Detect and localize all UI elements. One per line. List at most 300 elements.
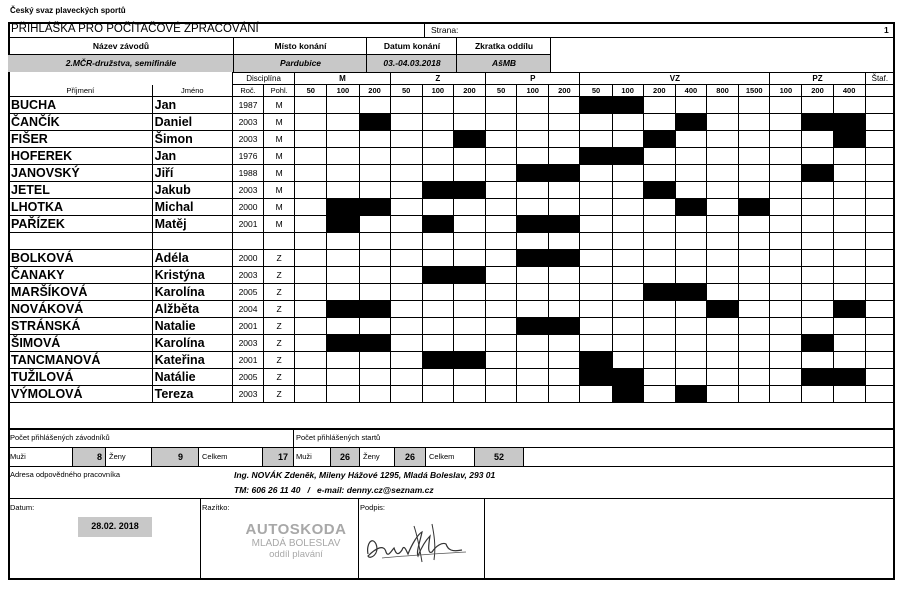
event-cell <box>327 199 359 216</box>
swimmer-sex: M <box>264 97 295 114</box>
event-cell <box>739 301 770 318</box>
swimmer-name: Daniel <box>152 114 232 131</box>
event-cell <box>580 267 612 284</box>
relay-cell <box>865 216 894 233</box>
relay-cell <box>865 284 894 301</box>
event-cell <box>770 335 802 352</box>
swimmer-surname: FIŠER <box>9 131 153 148</box>
swimmer-name: Karolína <box>152 335 232 352</box>
swimmer-name <box>152 233 232 250</box>
event-cell <box>422 301 453 318</box>
event-cell <box>453 97 485 114</box>
event-cell <box>833 284 865 301</box>
event-cell <box>422 148 453 165</box>
event-cell <box>327 318 359 335</box>
swimmer-name: Šimon <box>152 131 232 148</box>
relay-cell <box>865 335 894 352</box>
distance-header: 100 <box>327 85 359 97</box>
event-cell <box>770 114 802 131</box>
event-cell <box>675 318 706 335</box>
event-cell <box>327 182 359 199</box>
event-cell <box>706 267 738 284</box>
event-cell <box>327 284 359 301</box>
club-value: AšMB <box>491 58 517 68</box>
event-cell <box>359 301 390 318</box>
distance-header: 100 <box>770 85 802 97</box>
distance-header: 200 <box>549 85 580 97</box>
swimmers-women-label: Ženy <box>109 452 126 461</box>
event-cell <box>422 335 453 352</box>
event-cell <box>706 182 738 199</box>
event-cell <box>295 131 327 148</box>
event-cell <box>675 165 706 182</box>
swimmer-surname: TANCMANOVÁ <box>9 352 153 369</box>
event-cell <box>486 233 517 250</box>
event-cell <box>770 233 802 250</box>
event-cell <box>422 216 453 233</box>
header-row-groups <box>9 73 895 85</box>
event-cell <box>295 335 327 352</box>
swimmer-row <box>9 318 895 335</box>
event-cell <box>675 386 706 403</box>
event-cell <box>295 114 327 131</box>
event-cell <box>359 335 390 352</box>
event-cell <box>422 199 453 216</box>
event-cell <box>295 250 327 267</box>
event-cell <box>486 216 517 233</box>
event-cell <box>739 284 770 301</box>
event-cell <box>612 97 643 114</box>
event-cell <box>327 250 359 267</box>
event-cell <box>833 131 865 148</box>
event-cell <box>549 267 580 284</box>
event-cell <box>739 267 770 284</box>
event-cell <box>359 386 390 403</box>
event-cell <box>453 386 485 403</box>
event-cell <box>770 250 802 267</box>
event-cell <box>390 386 422 403</box>
event-cell <box>390 369 422 386</box>
address-label: Adresa odpovědného pracovníka <box>10 470 121 479</box>
event-cell <box>802 199 833 216</box>
event-cell <box>453 199 485 216</box>
swimmer-row <box>9 284 895 301</box>
event-info <box>8 38 551 72</box>
event-cell <box>549 182 580 199</box>
event-cell <box>549 301 580 318</box>
starts-total-label: Celkem <box>429 452 455 461</box>
event-cell <box>517 250 549 267</box>
event-cell <box>770 386 802 403</box>
discipline-group-header: VZ <box>580 73 770 85</box>
event-cell <box>295 182 327 199</box>
event-cell <box>739 335 770 352</box>
event-cell <box>517 114 549 131</box>
event-cell <box>390 267 422 284</box>
swimmer-name: Karolína <box>152 284 232 301</box>
distance-header: 50 <box>580 85 612 97</box>
event-cell <box>486 335 517 352</box>
name-header: Jméno <box>152 85 232 97</box>
relay-cell <box>865 148 894 165</box>
event-cell <box>486 301 517 318</box>
swimmers-men-count: 8 <box>96 452 102 462</box>
event-cell <box>770 165 802 182</box>
event-cell <box>802 267 833 284</box>
swimmer-name: Jiří <box>152 165 232 182</box>
event-cell <box>295 301 327 318</box>
event-cell <box>833 369 865 386</box>
event-cell <box>739 165 770 182</box>
event-cell <box>643 301 675 318</box>
event-cell <box>390 318 422 335</box>
club-label: Zkratka oddílu <box>474 41 534 51</box>
event-cell <box>612 301 643 318</box>
event-cell <box>390 199 422 216</box>
swimmers-count-label: Počet přihlášených závodníků <box>10 433 110 442</box>
event-cell <box>295 352 327 369</box>
event-cell <box>833 301 865 318</box>
event-cell <box>833 199 865 216</box>
event-cell <box>675 148 706 165</box>
header-row-distances <box>9 85 895 97</box>
distance-header: 100 <box>517 85 549 97</box>
event-cell <box>549 216 580 233</box>
date-signed-value: 28.02. 2018 <box>91 521 139 531</box>
event-cell <box>517 369 549 386</box>
event-cell <box>390 301 422 318</box>
event-cell <box>739 97 770 114</box>
event-cell <box>327 335 359 352</box>
event-cell <box>612 284 643 301</box>
event-cell <box>422 131 453 148</box>
event-cell <box>517 216 549 233</box>
event-cell <box>612 318 643 335</box>
relay-cell <box>865 131 894 148</box>
event-cell <box>295 386 327 403</box>
event-cell <box>390 233 422 250</box>
relay-cell <box>865 352 894 369</box>
event-cell <box>359 114 390 131</box>
event-cell <box>549 318 580 335</box>
swimmer-row <box>9 386 895 403</box>
stamp-label: Razítko: <box>202 503 230 512</box>
event-cell <box>643 352 675 369</box>
event-cell <box>549 199 580 216</box>
event-cell <box>453 284 485 301</box>
event-cell <box>327 148 359 165</box>
event-cell <box>295 233 327 250</box>
event-cell <box>327 131 359 148</box>
relay-cell <box>865 318 894 335</box>
event-cell <box>422 352 453 369</box>
event-cell <box>580 216 612 233</box>
event-cell <box>327 352 359 369</box>
event-cell <box>643 97 675 114</box>
swimmer-year: 2004 <box>232 301 263 318</box>
event-cell <box>517 386 549 403</box>
event-cell <box>706 165 738 182</box>
stamp-line-3: oddíl plavání <box>269 549 323 560</box>
event-cell <box>770 182 802 199</box>
event-cell <box>706 199 738 216</box>
event-cell <box>359 284 390 301</box>
event-cell <box>453 233 485 250</box>
event-cell <box>517 335 549 352</box>
swimmer-row <box>9 233 895 250</box>
swimmer-year: 2003 <box>232 267 263 284</box>
event-cell <box>486 97 517 114</box>
event-cell <box>833 267 865 284</box>
event-cell <box>359 199 390 216</box>
event-cell <box>549 131 580 148</box>
event-cell <box>453 250 485 267</box>
swimmer-year: 2001 <box>232 352 263 369</box>
swimmer-year: 1976 <box>232 148 263 165</box>
swimmer-name: Tereza <box>152 386 232 403</box>
swimmers-men-label: Muži <box>10 452 26 461</box>
swimmer-row <box>9 352 895 369</box>
swimmer-row <box>9 369 895 386</box>
discipline-group-header: PZ <box>770 73 865 85</box>
event-cell <box>390 114 422 131</box>
swimmer-surname: NOVÁKOVÁ <box>9 301 153 318</box>
event-cell <box>612 216 643 233</box>
event-cell <box>486 267 517 284</box>
swimmer-surname: BOLKOVÁ <box>9 250 153 267</box>
starts-women-label: Ženy <box>363 452 380 461</box>
page-label: Strana: <box>431 25 459 35</box>
event-cell <box>359 250 390 267</box>
event-cell <box>549 335 580 352</box>
event-cell <box>643 284 675 301</box>
event-cell <box>486 352 517 369</box>
discipline-group-header: Z <box>390 73 485 85</box>
event-cell <box>549 369 580 386</box>
event-cell <box>359 182 390 199</box>
event-cell <box>580 335 612 352</box>
event-cell <box>580 369 612 386</box>
event-cell <box>327 216 359 233</box>
event-cell <box>643 369 675 386</box>
swimmer-row <box>9 148 895 165</box>
swimmer-year <box>232 233 263 250</box>
event-cell <box>833 182 865 199</box>
swimmer-row <box>9 114 895 131</box>
swimmer-sex: M <box>264 216 295 233</box>
disciplina-header: Disciplína <box>232 73 294 85</box>
event-cell <box>390 335 422 352</box>
event-cell <box>517 199 549 216</box>
event-cell <box>739 148 770 165</box>
swimmer-sex: M <box>264 182 295 199</box>
event-cell <box>549 114 580 131</box>
event-cell <box>580 284 612 301</box>
event-cell <box>486 386 517 403</box>
event-cell <box>453 131 485 148</box>
event-cell <box>486 148 517 165</box>
swimmer-sex: M <box>264 199 295 216</box>
event-cell <box>549 165 580 182</box>
event-cell <box>802 284 833 301</box>
event-name: 2.MČR-družstva, semifinále <box>65 58 177 68</box>
swimmer-name: Natálie <box>152 369 232 386</box>
event-cell <box>359 165 390 182</box>
event-cell <box>422 250 453 267</box>
event-cell <box>833 233 865 250</box>
swimmer-row <box>9 131 895 148</box>
event-cell <box>549 386 580 403</box>
relay-cell <box>865 369 894 386</box>
relay-cell <box>865 165 894 182</box>
event-cell <box>390 182 422 199</box>
event-cell <box>833 250 865 267</box>
swimmer-row <box>9 335 895 352</box>
event-cell <box>580 165 612 182</box>
event-cell <box>295 216 327 233</box>
event-cell <box>612 386 643 403</box>
event-cell <box>390 131 422 148</box>
relay-header: Štaf. <box>865 73 894 85</box>
event-cell <box>675 369 706 386</box>
place-label: Místo konání <box>274 41 327 51</box>
swimmer-surname: HOFEREK <box>9 148 153 165</box>
swimmer-name: Kristýna <box>152 267 232 284</box>
swimmer-row <box>9 301 895 318</box>
event-cell <box>359 352 390 369</box>
event-cell <box>422 369 453 386</box>
event-cell <box>739 114 770 131</box>
event-cell <box>802 182 833 199</box>
event-cell <box>390 216 422 233</box>
event-cell <box>612 250 643 267</box>
swimmer-surname: MARŠÍKOVÁ <box>9 284 153 301</box>
event-cell <box>739 182 770 199</box>
event-cell <box>739 250 770 267</box>
address-section <box>8 466 895 498</box>
swimmer-name: Alžběta <box>152 301 232 318</box>
distance-header: 1500 <box>739 85 770 97</box>
swimmer-row <box>9 182 895 199</box>
event-cell <box>612 131 643 148</box>
event-cell <box>453 301 485 318</box>
event-cell <box>486 318 517 335</box>
swimmers-women-count: 9 <box>177 452 183 462</box>
event-cell <box>453 165 485 182</box>
event-cell <box>580 182 612 199</box>
swimmer-name: Jan <box>152 148 232 165</box>
swimmer-year: 2003 <box>232 182 263 199</box>
event-cell <box>517 148 549 165</box>
event-cell <box>643 199 675 216</box>
event-cell <box>833 148 865 165</box>
event-cell <box>422 267 453 284</box>
relay-cell <box>865 250 894 267</box>
event-cell <box>833 318 865 335</box>
event-cell <box>453 352 485 369</box>
relay-cell <box>865 301 894 318</box>
event-cell <box>739 233 770 250</box>
swimmers-total-label: Celkem <box>202 452 228 461</box>
event-cell <box>359 369 390 386</box>
swimmer-name: Matěj <box>152 216 232 233</box>
event-cell <box>770 284 802 301</box>
swimmer-sex: Z <box>264 335 295 352</box>
event-cell <box>770 199 802 216</box>
event-cell <box>422 284 453 301</box>
swimmer-sex: Z <box>264 284 295 301</box>
event-cell <box>580 250 612 267</box>
event-cell <box>643 131 675 148</box>
event-cell <box>706 284 738 301</box>
event-cell <box>643 114 675 131</box>
event-cell <box>453 335 485 352</box>
event-cell <box>359 131 390 148</box>
event-cell <box>802 335 833 352</box>
swimmer-name: Kateřina <box>152 352 232 369</box>
event-cell <box>675 250 706 267</box>
event-cell <box>390 352 422 369</box>
relay-cell <box>865 267 894 284</box>
event-cell <box>359 318 390 335</box>
event-cell <box>517 284 549 301</box>
event-cell <box>802 216 833 233</box>
event-cell <box>549 233 580 250</box>
relay-cell <box>865 199 894 216</box>
event-cell <box>453 114 485 131</box>
event-cell <box>612 114 643 131</box>
event-cell <box>802 318 833 335</box>
event-cell <box>295 267 327 284</box>
event-cell <box>327 233 359 250</box>
swimmer-name: Michal <box>152 199 232 216</box>
event-cell <box>739 386 770 403</box>
summary-section <box>8 428 895 466</box>
relay-cell <box>865 233 894 250</box>
event-cell <box>706 352 738 369</box>
event-cell <box>422 233 453 250</box>
event-cell <box>802 386 833 403</box>
event-label: Název závodů <box>92 41 150 51</box>
distance-header: 100 <box>422 85 453 97</box>
event-cell <box>770 301 802 318</box>
event-cell <box>390 97 422 114</box>
form-title: PŘIHLÁŠKA PRO POČÍTAČOVÉ ZPRACOVÁNÍ <box>11 23 259 35</box>
page-number: 1 <box>884 25 889 35</box>
starts-count-label: Počet přihlášených startů <box>296 433 381 442</box>
swimmer-sex: Z <box>264 267 295 284</box>
swimmer-row <box>9 165 895 182</box>
event-cell <box>295 165 327 182</box>
event-cell <box>359 233 390 250</box>
stamp-line-2: MLADÁ BOLESLAV <box>251 538 341 549</box>
swimmer-year: 1987 <box>232 97 263 114</box>
address-line-2: TM: 606 26 11 40 / e-mail: denny.cz@seznam.cz <box>234 485 434 495</box>
event-cell <box>580 352 612 369</box>
event-cell <box>327 386 359 403</box>
date-label: Datum konání <box>383 41 441 51</box>
starts-men-label: Muži <box>296 452 312 461</box>
distance-header: 200 <box>643 85 675 97</box>
event-cell <box>643 165 675 182</box>
distance-header: 400 <box>675 85 706 97</box>
event-cell <box>739 216 770 233</box>
starts-total-count: 52 <box>493 452 504 462</box>
event-cell <box>802 131 833 148</box>
event-cell <box>706 386 738 403</box>
address-line-1: Ing. NOVÁK Zdeněk, Mileny Hážové 1295, Mladá Boleslav, 293 01 <box>234 470 496 480</box>
swimmer-sex: M <box>264 131 295 148</box>
